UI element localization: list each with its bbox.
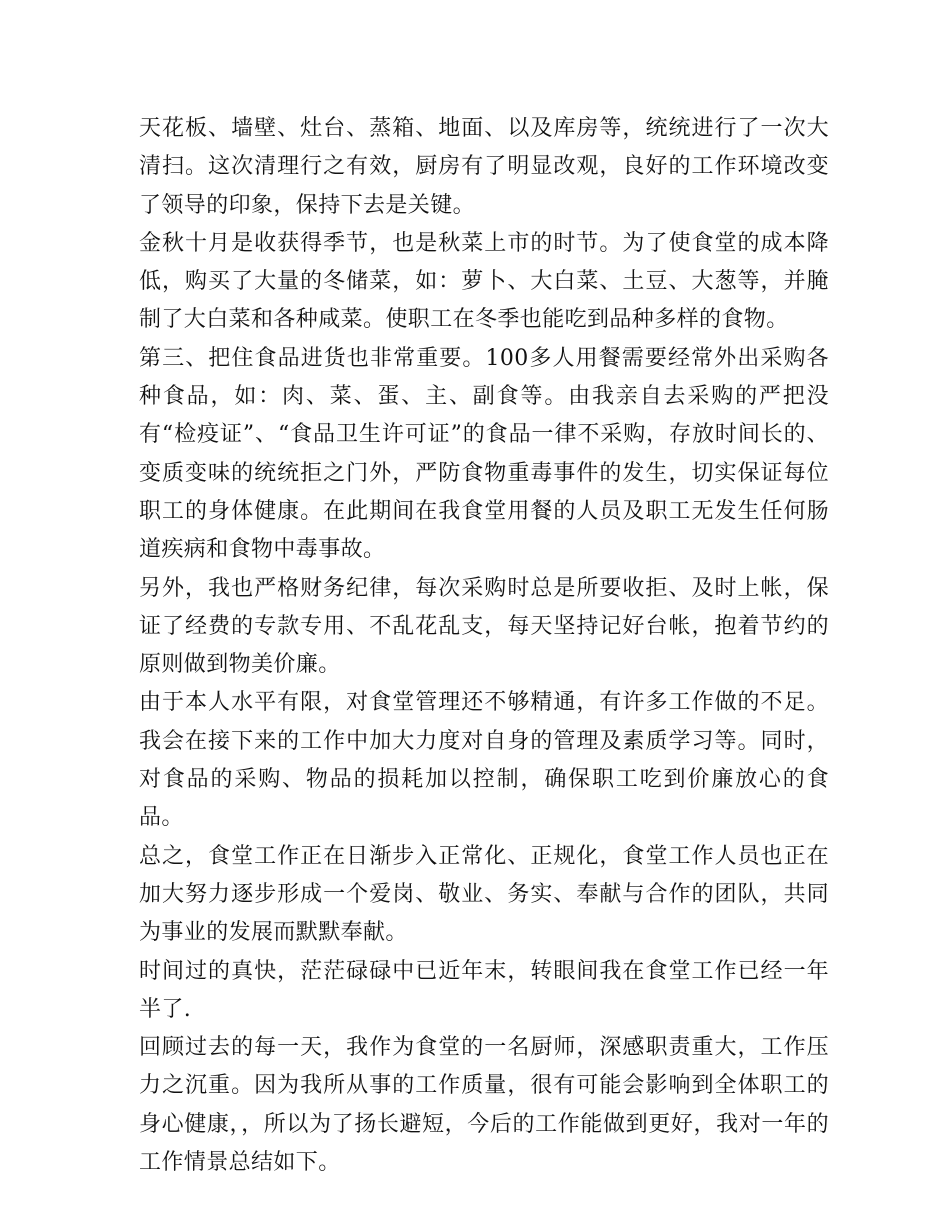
- paragraph: 金秋十月是收获得季节，也是秋菜上市的时节。为了使食堂的成本降低，购买了大量的冬储菜，如：萝卜、大白菜、土豆、大葱等，并腌制了大白菜和各种咸菜。使职工在冬季也能吃到品种多样的食物。: [139, 230, 829, 333]
- paragraph: 总之，食堂工作正在日渐步入正常化、正规化，食堂工作人员也正在加大努力逐步形成一个爱岗、敬业、务实、奉献与合作的团队，共同为事业的发展而默默奉献。: [139, 843, 829, 946]
- paragraph: 由于本人水平有限，对食堂管理还不够精通，有许多工作做的不足。我会在接下来的工作中加大力度对自身的管理及素质学习等。同时，对食品的采购、物品的损耗加以控制，确保职工吃到价廉放心的食品。: [139, 690, 829, 831]
- paragraph: 第三、把住食品进货也非常重要。100多人用餐需要经常外出采购各种食品，如：肉、菜、蛋、主、副食等。由我亲自去采购的严把没有“检疫证”、“食品卫生许可证”的食品一律不采购，存放时间长的、变质变味的统统拒之门外，严防食物重毒事件的发生，切实保证每位职工的身体健康。在此期间在我食堂用餐的人员及职工无发生任何肠道疾病和食物中毒事故。: [139, 345, 829, 563]
- paragraph: 另外，我也严格财务纪律，每次采购时总是所要收拒、及时上帐，保证了经费的专款专用、不乱花乱支，每天坚持记好台帐，抱着节约的原则做到物美价廉。: [139, 575, 829, 678]
- paragraph: 天花板、墙壁、灶台、蒸箱、地面、以及库房等，统统进行了一次大清扫。这次清理行之有效，厨房有了明显改观，良好的工作环境改变了领导的印象，保持下去是关键。: [139, 116, 829, 218]
- document-body: [139, 110, 829, 1182]
- paragraph: 回顾过去的每一天，我作为食堂的一名厨师，深感职责重大，工作压力之沉重。因为我所从事的工作质量，很有可能会影响到全体职工的身心健康，，所以为了扬长避短，今后的工作能做到更好，我对一年的工作情景总结如下。: [139, 1035, 829, 1176]
- paragraph: 时间过的真快，茫茫碌碌中已近年末，转眼间我在食堂工作已经一年半了.: [139, 958, 829, 1022]
